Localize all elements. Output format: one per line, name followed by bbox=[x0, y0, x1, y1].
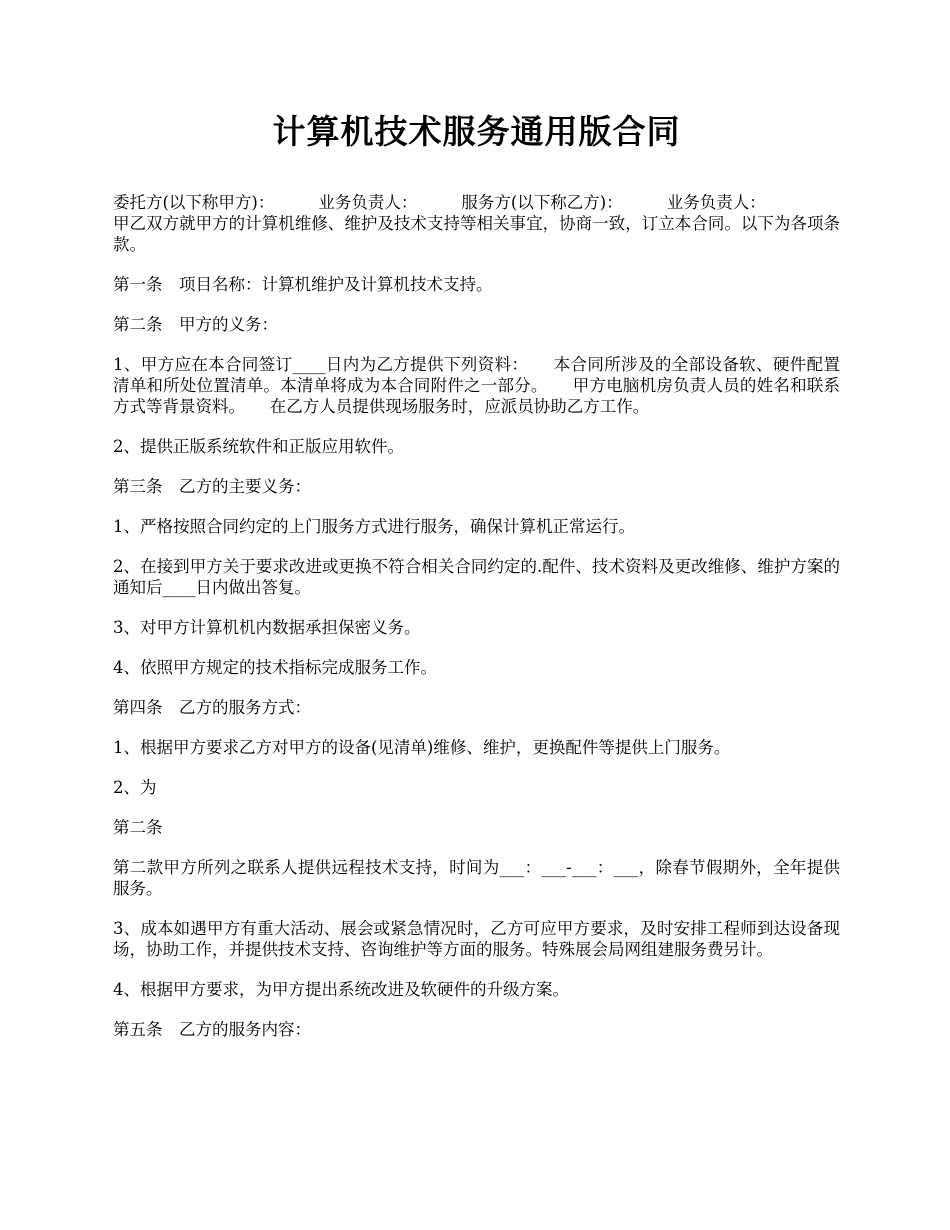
parties-line bbox=[113, 192, 840, 213]
client-label: 委托方(以下称甲方)： bbox=[113, 193, 275, 212]
article-2-item-2: 2、提供正版系统软件和正版应用软件。 bbox=[113, 437, 404, 456]
article-5-heading: 第五条 乙方的服务内容： bbox=[113, 1020, 311, 1039]
article-4-item-1: 1、根据甲方要求乙方对甲方的设备(见清单)维修、维护，更换配件等提供上门服务。 bbox=[113, 738, 731, 757]
article-3-item-1: 1、严格按照合同约定的上门服务方式进行服务，确保计算机正常运行。 bbox=[113, 517, 635, 536]
client-manager-label: 业务负责人： bbox=[318, 193, 418, 212]
provider-manager-label: 业务负责人： bbox=[666, 193, 766, 212]
article-2-item-1: 1、甲方应在本合同签订____日内为乙方提供下列资料： 本合同所涉及的全部设备软、硬件配置清单和所处位置清单。本清单将成为本合同附件之一部分。 甲方电脑机房负责人员的姓名和联系方式等背景资料。 在乙方人员提供现场服务时，应派员协助乙方工作。 bbox=[113, 355, 840, 416]
article-3-item-2: 2、在接到甲方关于要求改进或更换不符合相关合同约定的.配件、技术资料及更改维修、维护方案的通知后____日内做出答复。 bbox=[113, 557, 840, 597]
article-4-item-4: 4、根据甲方要求，为甲方提出系统改进及软硬件的升级方案。 bbox=[113, 980, 569, 999]
article-2-reference: 第二条 bbox=[113, 818, 163, 837]
preamble-paragraph: 甲乙双方就甲方的计算机维修、维护及技术支持等相关事宜，协商一致，订立本合同。以下为各项条款。 bbox=[113, 214, 840, 254]
article-4-item-2: 2、为 bbox=[113, 778, 157, 797]
article-3-heading: 第三条 乙方的主要义务： bbox=[113, 477, 311, 496]
article-3-item-3: 3、对甲方计算机机内数据承担保密义务。 bbox=[113, 618, 421, 637]
document-title: 计算机技术服务通用版合同 bbox=[272, 112, 681, 151]
article-2-clause-2: 第二款甲方所列之联系人提供远程技术支持，时间为___：___-___：___，除春节假期外，全年提供服务。 bbox=[113, 858, 840, 898]
provider-label: 服务方(以下称乙方)： bbox=[461, 193, 623, 212]
article-1-heading: 第一条 项目名称：计算机维护及计算机技术支持。 bbox=[113, 275, 493, 294]
article-4-item-3: 3、成本如遇甲方有重大活动、展会或紧急情况时，乙方可应甲方要求，及时安排工程师到达设备现场，协助工作，并提供技术支持、咨询维护等方面的服务。特殊展会局网组建服务费另计。 bbox=[113, 919, 840, 959]
article-4-heading: 第四条 乙方的服务方式： bbox=[113, 698, 311, 717]
article-2-heading: 第二条 甲方的义务： bbox=[113, 315, 278, 334]
article-3-item-4: 4、依照甲方规定的技术指标完成服务工作。 bbox=[113, 658, 437, 677]
